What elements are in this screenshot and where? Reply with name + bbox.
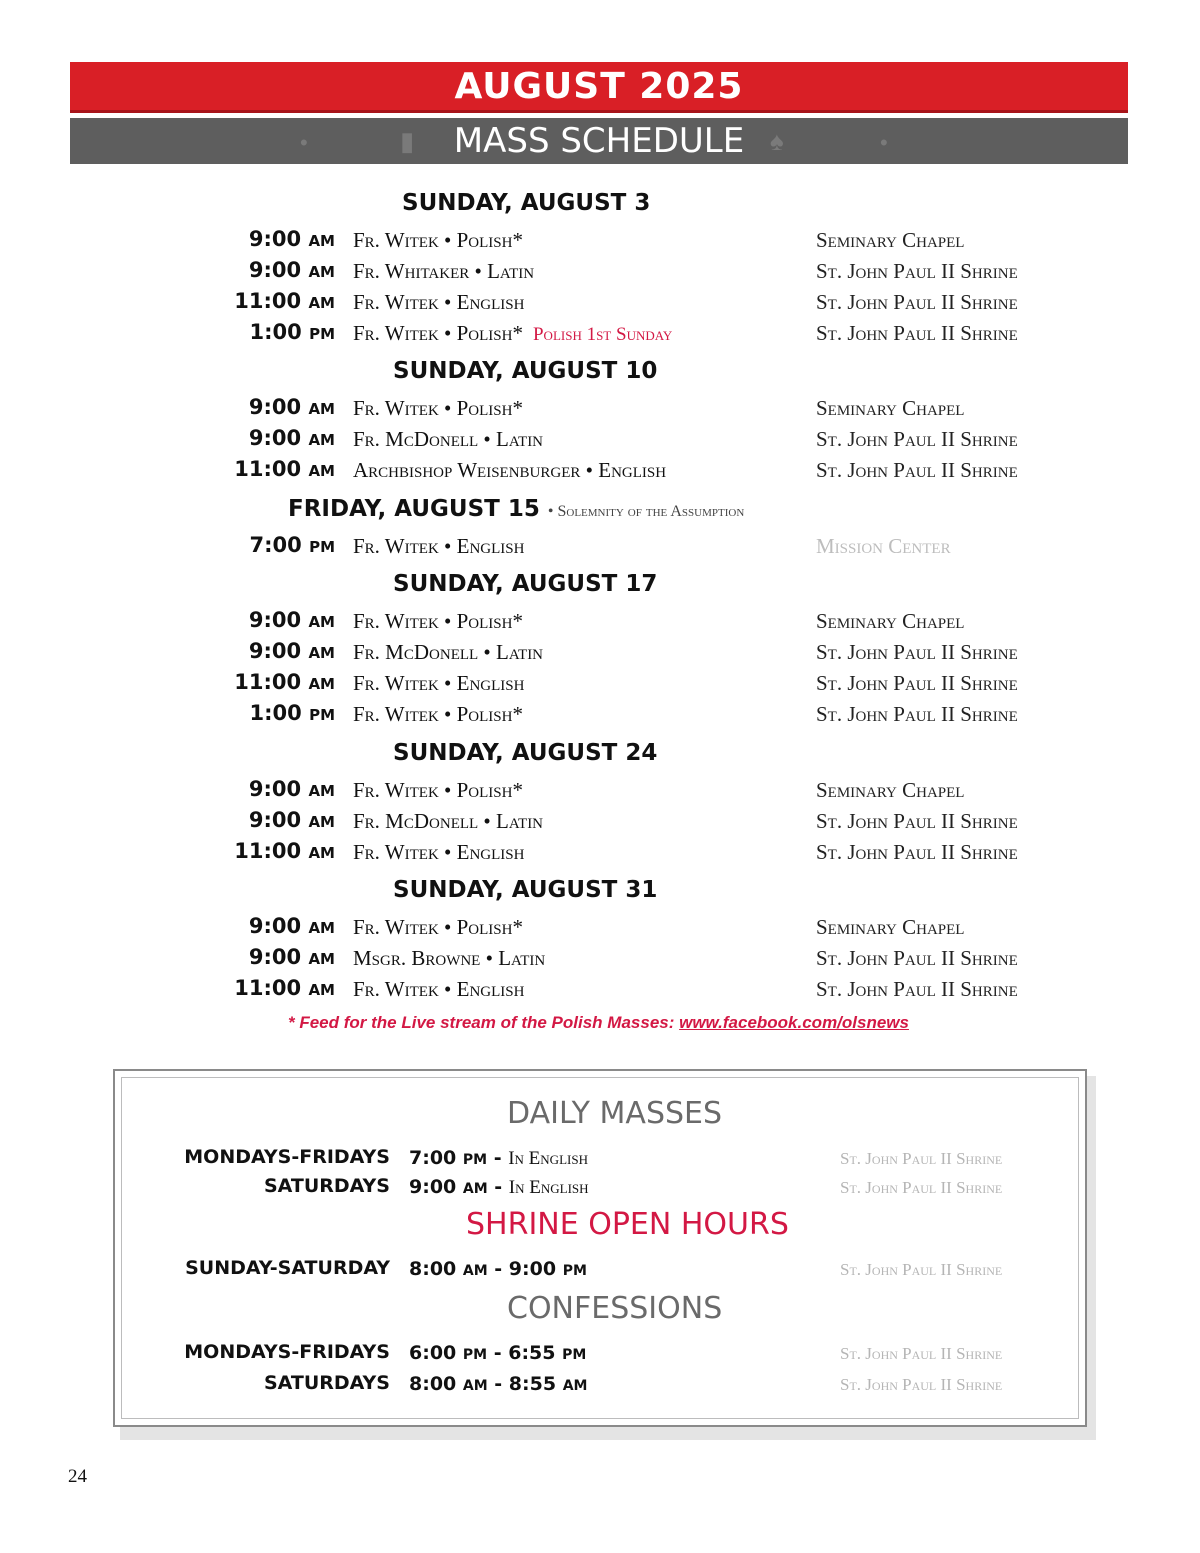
polish-first-sunday-note: Polish 1st Sunday bbox=[532, 324, 673, 345]
mass-row bbox=[0, 608, 1200, 638]
mass-place: St. John Paul II Shrine bbox=[816, 290, 1018, 314]
mass-row bbox=[0, 976, 1200, 1006]
row-place: St. John Paul II Shrine bbox=[840, 1178, 1003, 1197]
mass-place: Mission Center bbox=[816, 534, 951, 558]
month-title: AUGUST 2025 bbox=[454, 65, 744, 107]
mass-row bbox=[0, 639, 1200, 669]
mass-row bbox=[0, 839, 1200, 869]
mass-celebrant: Fr. Witek • Polish* bbox=[353, 396, 523, 420]
mass-place: Seminary Chapel bbox=[816, 609, 965, 633]
row-value: 6:00 PM - 6:55 PM bbox=[409, 1342, 587, 1364]
mass-time: 11:00 AM bbox=[234, 289, 335, 313]
row-value: 8:00 AM - 9:00 PM bbox=[409, 1258, 587, 1280]
mass-place: Seminary Chapel bbox=[816, 915, 965, 939]
mass-time: 9:00 AM bbox=[248, 426, 335, 450]
day-heading: SUNDAY, AUGUST 3 bbox=[402, 190, 651, 216]
row-value: 7:00 PM - In English bbox=[409, 1147, 588, 1169]
mass-place: St. John Paul II Shrine bbox=[816, 671, 1018, 695]
mass-celebrant: Fr. Witek • English bbox=[353, 840, 525, 864]
mass-celebrant: Fr. Witek • English bbox=[353, 671, 525, 695]
mass-place: Seminary Chapel bbox=[816, 778, 965, 802]
row-value: 9:00 AM - In English bbox=[409, 1176, 589, 1198]
mass-row bbox=[0, 701, 1200, 731]
mass-celebrant: Archbishop Weisenburger • English bbox=[353, 458, 667, 482]
row-label: SATURDAYS bbox=[263, 1372, 390, 1394]
mass-celebrant: Fr. Witek • Polish* bbox=[353, 778, 523, 802]
month-title-bar bbox=[70, 62, 1128, 113]
bell-ornament-icon: ♠ bbox=[770, 126, 784, 156]
mass-place: St. John Paul II Shrine bbox=[816, 321, 1018, 345]
mass-row bbox=[0, 777, 1200, 807]
daily-row bbox=[0, 1146, 1200, 1174]
feast-name: • Solemnity of the Assumption bbox=[547, 503, 745, 520]
mass-row bbox=[0, 533, 1200, 563]
row-place: St. John Paul II Shrine bbox=[840, 1375, 1003, 1394]
shrine-row bbox=[0, 1257, 1200, 1285]
mass-row bbox=[0, 227, 1200, 257]
mass-time: 7:00 PM bbox=[249, 533, 335, 557]
mass-row bbox=[0, 426, 1200, 456]
row-label: MONDAYS-FRIDAYS bbox=[184, 1146, 390, 1168]
mass-time: 9:00 AM bbox=[248, 395, 335, 419]
page-number: 24 bbox=[68, 1466, 87, 1487]
mass-celebrant: Fr. McDonell • Latin bbox=[353, 427, 544, 451]
mass-time: 11:00 AM bbox=[234, 457, 335, 481]
daily-row bbox=[0, 1175, 1200, 1203]
mass-place: St. John Paul II Shrine bbox=[816, 458, 1018, 482]
facebook-link[interactable]: www.facebook.com/olsnews bbox=[679, 1013, 909, 1032]
mass-row bbox=[0, 457, 1200, 487]
church-ornament-icon: ▮ bbox=[400, 126, 415, 156]
mass-celebrant: Fr. Whitaker • Latin bbox=[353, 259, 535, 283]
mass-time: 11:00 AM bbox=[234, 670, 335, 694]
mass-celebrant: Fr. Witek • English bbox=[353, 534, 525, 558]
row-place: St. John Paul II Shrine bbox=[840, 1344, 1003, 1363]
mass-time: 9:00 AM bbox=[248, 258, 335, 282]
dot-ornament-icon: • bbox=[880, 130, 888, 155]
dot-ornament-icon: • bbox=[300, 130, 308, 155]
mass-place: Seminary Chapel bbox=[816, 396, 965, 420]
confessions-title: CONFESSIONS bbox=[507, 1291, 723, 1326]
mass-row bbox=[0, 945, 1200, 975]
mass-time: 1:00 PM bbox=[249, 320, 335, 344]
mass-celebrant: Fr. Witek • Polish* Polish 1st Sunday bbox=[353, 321, 673, 345]
row-value: 8:00 AM - 8:55 AM bbox=[409, 1373, 588, 1395]
mass-celebrant: Fr. Witek • Polish* bbox=[353, 915, 523, 939]
confession-row bbox=[0, 1372, 1200, 1400]
row-label: SUNDAY-SATURDAY bbox=[185, 1257, 390, 1279]
mass-celebrant: Fr. McDonell • Latin bbox=[353, 809, 544, 833]
day-heading: SUNDAY, AUGUST 31 bbox=[393, 877, 658, 903]
mass-schedule-title: MASS SCHEDULE bbox=[453, 121, 745, 161]
mass-row bbox=[0, 914, 1200, 944]
row-place: St. John Paul II Shrine bbox=[840, 1149, 1003, 1168]
row-place: St. John Paul II Shrine bbox=[840, 1260, 1003, 1279]
mass-celebrant: Fr. McDonell • Latin bbox=[353, 640, 544, 664]
mass-time: 1:00 PM bbox=[249, 701, 335, 725]
row-label: SATURDAYS bbox=[263, 1175, 390, 1197]
day-heading: SUNDAY, AUGUST 17 bbox=[393, 571, 658, 597]
mass-time: 9:00 AM bbox=[248, 227, 335, 251]
mass-celebrant: Fr. Witek • English bbox=[353, 290, 525, 314]
mass-time: 9:00 AM bbox=[248, 639, 335, 663]
mass-time: 9:00 AM bbox=[248, 945, 335, 969]
mass-time: 9:00 AM bbox=[248, 808, 335, 832]
mass-celebrant: Fr. Witek • English bbox=[353, 977, 525, 1001]
mass-place: St. John Paul II Shrine bbox=[816, 259, 1018, 283]
mass-time: 11:00 AM bbox=[234, 976, 335, 1000]
mass-celebrant: Fr. Witek • Polish* bbox=[353, 702, 523, 726]
mass-row bbox=[0, 258, 1200, 288]
confession-row bbox=[0, 1341, 1200, 1369]
mass-celebrant: Fr. Witek • Polish* bbox=[353, 609, 523, 633]
mass-row bbox=[0, 670, 1200, 700]
mass-place: St. John Paul II Shrine bbox=[816, 840, 1018, 864]
day-heading: FRIDAY, AUGUST 15 • Solemnity of the Assumption bbox=[288, 496, 745, 522]
mass-place: St. John Paul II Shrine bbox=[816, 702, 1018, 726]
mass-schedule-bar bbox=[70, 118, 1128, 164]
mass-place: St. John Paul II Shrine bbox=[816, 809, 1018, 833]
row-label: MONDAYS-FRIDAYS bbox=[184, 1341, 390, 1363]
mass-place: St. John Paul II Shrine bbox=[816, 946, 1018, 970]
mass-place: St. John Paul II Shrine bbox=[816, 640, 1018, 664]
livestream-note: * Feed for the Live stream of the Polish Masses: www.facebook.com/olsnews bbox=[288, 1013, 909, 1032]
mass-time: 9:00 AM bbox=[248, 608, 335, 632]
mass-row bbox=[0, 289, 1200, 319]
mass-row bbox=[0, 395, 1200, 425]
shrine-hours-title: SHRINE OPEN HOURS bbox=[466, 1207, 789, 1242]
mass-time: 11:00 AM bbox=[234, 839, 335, 863]
mass-place: St. John Paul II Shrine bbox=[816, 977, 1018, 1001]
day-heading: SUNDAY, AUGUST 10 bbox=[393, 358, 658, 384]
mass-row bbox=[0, 320, 1200, 350]
mass-row bbox=[0, 808, 1200, 838]
mass-celebrant: Fr. Witek • Polish* bbox=[353, 228, 523, 252]
mass-time: 9:00 AM bbox=[248, 914, 335, 938]
mass-time: 9:00 AM bbox=[248, 777, 335, 801]
day-heading: SUNDAY, AUGUST 24 bbox=[393, 740, 658, 766]
daily-masses-title: DAILY MASSES bbox=[507, 1096, 723, 1131]
mass-celebrant: Msgr. Browne • Latin bbox=[353, 946, 546, 970]
mass-place: St. John Paul II Shrine bbox=[816, 427, 1018, 451]
mass-place: Seminary Chapel bbox=[816, 228, 965, 252]
